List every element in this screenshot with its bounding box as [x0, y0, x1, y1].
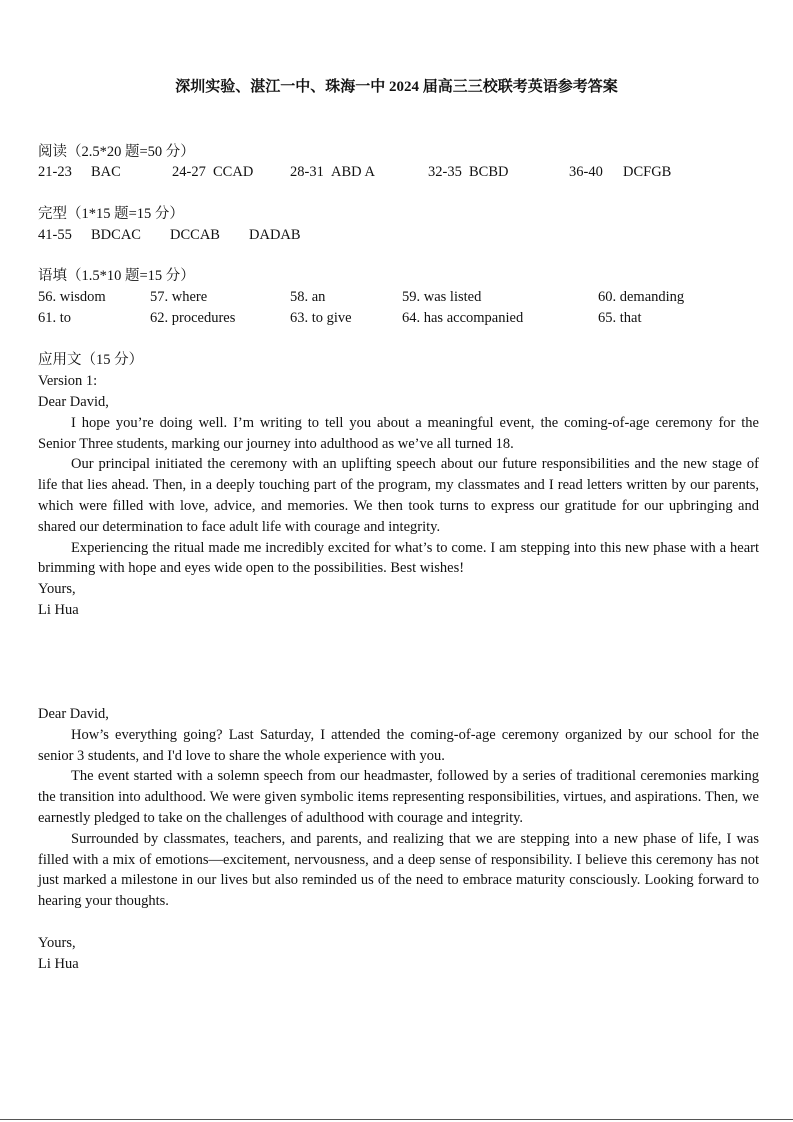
answer-range: 36-40: [569, 164, 603, 180]
answer-range: 21-23: [38, 164, 72, 180]
grammar-answer: 60. demanding: [598, 289, 685, 305]
answer-key: CCAD: [213, 164, 254, 180]
paragraph: Surrounded by classmates, teachers, and parents, and realizing that we are stepping into a new phase of life, I was filled with a mix of emotions—excitement, nervousness, and a deep sense of responsibility. I believe this ceremony has not just marked a milestone in our lives but also reminded us of the need to embrace maturity consciously. Looking forward to hearing your thoughts.: [38, 830, 759, 910]
paragraph: The event started with a solemn speech from our headmaster, followed by a series of traditional ceremonies marking the transition into adulthood. We were given symbolic items representing responsibilities, virtues, and aspirations. Then, we earnestly pledged to take on the challenges of adulthood with courage and integrity.: [38, 768, 759, 826]
answer-key: BDCAC: [91, 227, 141, 243]
signature: Li Hua: [38, 955, 79, 972]
paragraph: Our principal initiated the ceremony with an uplifting speech about our future responsibilities and the new stage of life that lies ahead. Then, in a deeply touching part of the program, my classmates and I read letters written by our parents, which were filled with love, advice, and memories. We then took turns to express our gratitude for our upbringing and shared our determination to face adult life with courage and integrity.: [38, 456, 759, 535]
paragraph: How’s everything going? Last Saturday, I attended the coming-of-age ceremony organized by our school for the senior 3 students, and I'd love to share the whole experience with you.: [38, 726, 759, 764]
answer-range: 28-31: [290, 164, 324, 180]
answer-key: BCBD: [469, 164, 509, 180]
grammar-answer: 65. that: [598, 310, 642, 326]
grammar-heading: 语填（1.5*10 题=15 分）: [38, 268, 195, 284]
salutation: Dear David,: [38, 394, 109, 410]
cloze-heading: 完型（1*15 题=15 分）: [38, 206, 184, 222]
grammar-answer: 58. an: [290, 289, 326, 305]
answer-key: DCCAB: [170, 227, 220, 243]
grammar-answer: 61. to: [38, 310, 72, 326]
page-bottom-rule: [0, 1119, 793, 1120]
closing: Yours,: [38, 581, 76, 598]
grammar-answer: 57. where: [150, 289, 208, 305]
answer-key: DCFGB: [623, 164, 672, 180]
signature: Li Hua: [38, 601, 79, 618]
grammar-answer: 56. wisdom: [38, 289, 106, 305]
answer-key: DADAB: [249, 227, 301, 243]
grammar-answer: 59. was listed: [402, 289, 482, 305]
closing: Yours,: [38, 934, 76, 951]
answer-range: 24-27: [172, 164, 206, 180]
letter-version-2: [38, 704, 759, 975]
answer-range: 41-55: [38, 227, 72, 243]
salutation: Dear David,: [38, 706, 109, 722]
document-title: 深圳实验、湛江一中、珠海一中 2024 届高三三校联考英语参考答案: [175, 79, 618, 95]
writing-heading: 应用文（15 分）: [38, 352, 144, 368]
answer-key: ABD A: [331, 164, 375, 180]
paragraph: Experiencing the ritual made me incredibly excited for what’s to come. I am stepping into this new phase with a heart brimming with hope and eyes wide open to the possibilities. Best wishes!: [38, 539, 759, 577]
paragraph: I hope you’re doing well. I’m writing to tell you about a meaningful event, the coming-of-age ceremony for the Senior Three students, marking our journey into adulthood as we’ve all turned 18.: [38, 414, 759, 452]
grammar-answer: 63. to give: [290, 310, 352, 326]
answer-key: BAC: [91, 164, 121, 180]
version-label: Version 1:: [38, 373, 98, 389]
answer-range: 32-35: [428, 164, 462, 180]
grammar-answer: 62. procedures: [150, 310, 236, 326]
reading-heading: 阅读（2.5*20 题=50 分）: [38, 144, 195, 160]
grammar-answer: 64. has accompanied: [402, 310, 524, 326]
letter-version-1: [38, 392, 759, 621]
